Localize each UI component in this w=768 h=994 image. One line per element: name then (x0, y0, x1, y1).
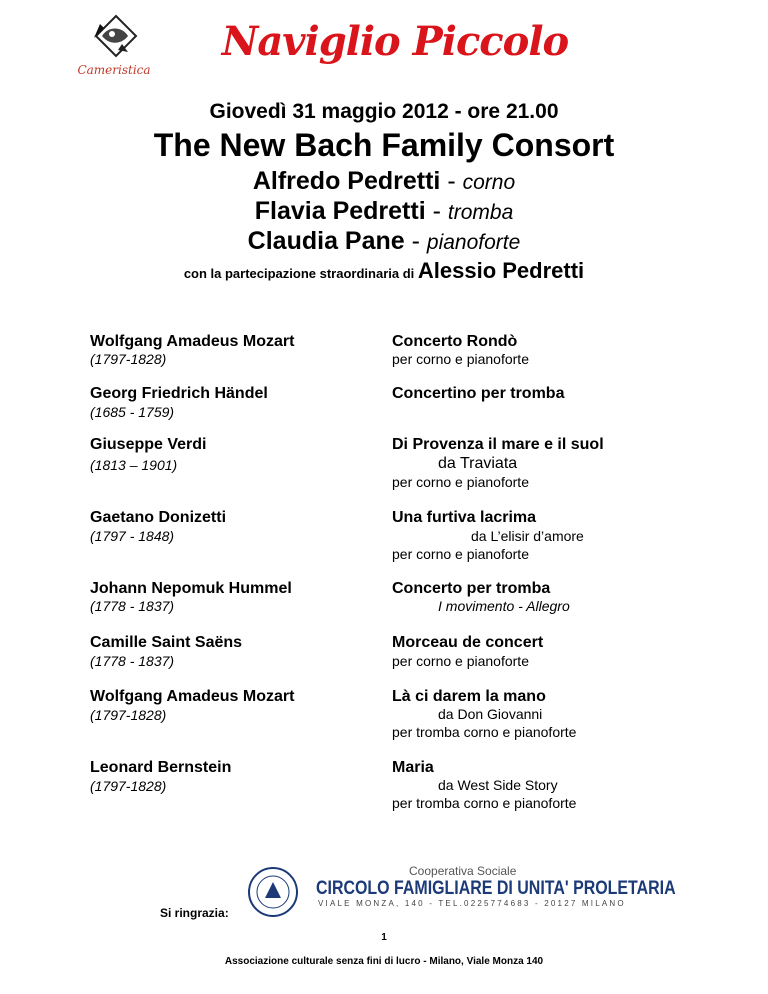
special-guest-line (0, 258, 768, 284)
work-note: per corno e pianoforte (392, 546, 529, 562)
work-title: Una furtiva lacrima (392, 509, 537, 526)
work-note: per corno e pianoforte (392, 653, 529, 669)
footer-text: Associazione culturale senza fini di lucro - Milano, Viale Monza 140 (224, 956, 544, 967)
work-title: Concerto per tromba (392, 580, 551, 597)
performer-instrument: tromba (447, 201, 514, 224)
performer-name: Alfredo Pedretti (252, 167, 441, 195)
composer-dates: (1797-1828) (90, 778, 167, 794)
special-prefix: con la partecipazione straordinaria di (183, 266, 415, 281)
performer (0, 197, 768, 226)
composer-name: Leonard Bernstein (90, 759, 232, 776)
performer-instrument: corno (462, 171, 516, 194)
performer-sep: - (447, 167, 456, 195)
work-note: da West Side Story (438, 777, 558, 793)
composer-dates: (1797 - 1848) (90, 528, 175, 544)
page-title: Naviglio Piccolo (221, 18, 569, 65)
composer-dates: (1685 - 1759) (90, 404, 175, 420)
composer-dates: (1797-1828) (90, 351, 167, 367)
composer-dates: (1778 - 1837) (90, 653, 175, 669)
sponsor-name: CIRCOLO FAMIGLIARE DI UNITA' PROLETARIA (316, 878, 676, 899)
performer-instrument: pianoforte (426, 231, 521, 254)
composer-dates: (1778 - 1837) (90, 598, 175, 614)
work-note: per tromba corno e pianoforte (392, 724, 577, 740)
composer-name: Camille Saint Saëns (90, 634, 243, 651)
event-date: Giovedì 31 maggio 2012 - ore 21.00 (209, 100, 559, 123)
composer-name: Johann Nepomuk Hummel (90, 580, 292, 597)
logo-text: Cameristica (77, 63, 151, 77)
special-guest: Alessio Pedretti (417, 258, 585, 283)
performer-sep: - (432, 197, 441, 225)
work-title: Concerto Rondò (392, 333, 518, 350)
performer (0, 167, 768, 196)
work-title: Là ci darem la mano (392, 688, 546, 705)
thanks-label: Si ringrazia: (160, 906, 229, 920)
work-title: Concertino per tromba (392, 385, 565, 402)
work-note: per corno e pianoforte (392, 474, 529, 490)
composer-dates: (1813 – 1901) (90, 457, 178, 473)
sponsor-seal-icon (247, 866, 299, 918)
performer-name: Claudia Pane (247, 227, 405, 255)
work-note: I movimento - Allegro (438, 598, 570, 614)
ensemble-name: The New Bach Family Consort (153, 127, 615, 163)
performer-name: Flavia Pedretti (254, 197, 426, 225)
work-note: per corno e pianoforte (392, 351, 529, 367)
work-title: Morceau de concert (392, 634, 544, 651)
sponsor-address: VIALE MONZA, 140 - TEL.0225774683 - 20127 MILANO (318, 899, 626, 908)
sponsor-cooperative-label: Cooperativa Sociale (409, 864, 517, 878)
work-title: Maria (392, 759, 434, 776)
composer-name: Gaetano Donizetti (90, 509, 227, 526)
performer (0, 227, 768, 256)
music-icon (94, 16, 136, 56)
work-note: da Traviata (438, 455, 518, 472)
page-number: 1 (381, 932, 387, 943)
composer-name: Georg Friedrich Händel (90, 385, 268, 402)
work-note: da L’elisir d’amore (471, 528, 584, 544)
composer-name: Wolfgang Amadeus Mozart (90, 688, 295, 705)
cameristica-logo (66, 14, 162, 80)
performer-sep: - (411, 227, 420, 255)
work-note: da Don Giovanni (438, 706, 543, 722)
work-title: Di Provenza il mare e il suol (392, 436, 604, 453)
composer-name: Giuseppe Verdi (90, 436, 207, 453)
composer-name: Wolfgang Amadeus Mozart (90, 333, 295, 350)
composer-dates: (1797-1828) (90, 707, 167, 723)
work-note: per tromba corno e pianoforte (392, 795, 577, 811)
